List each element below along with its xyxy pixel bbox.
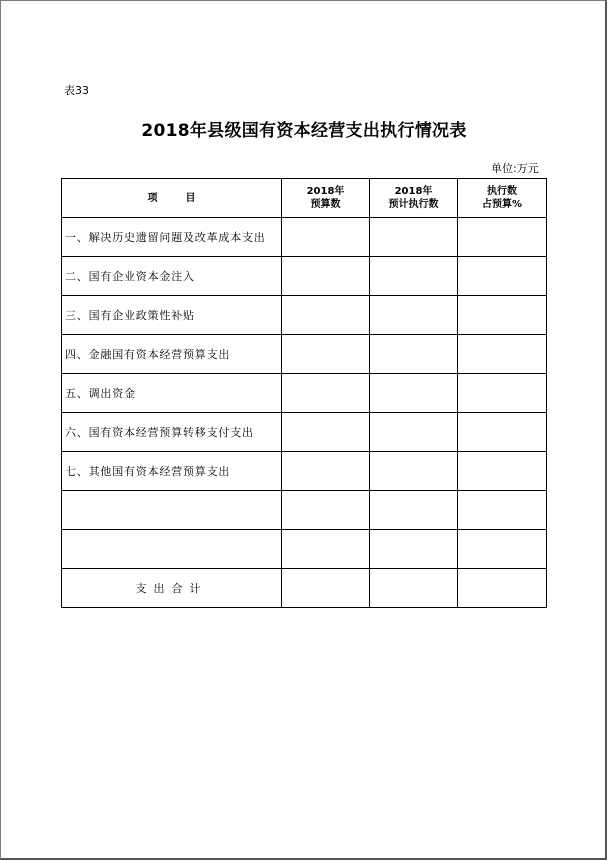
table-row xyxy=(62,491,547,530)
header-row xyxy=(62,179,547,218)
header-ratio-line1: 执行数 xyxy=(487,186,517,197)
table-row xyxy=(62,257,547,296)
row-ratio-cell xyxy=(458,491,547,530)
header-budget-line1: 2018年 xyxy=(306,186,345,197)
row-ratio-cell xyxy=(458,530,547,569)
row-item: 四、金融国有资本经营预算支出 xyxy=(62,335,282,374)
row-ratio-cell xyxy=(458,413,547,452)
row-budget-cell xyxy=(282,374,370,413)
row-ratio-cell xyxy=(458,218,547,257)
table-row xyxy=(62,413,547,452)
row-budget-cell xyxy=(282,452,370,491)
expenditure-table xyxy=(61,178,547,608)
header-estimate-line1: 2018年 xyxy=(394,186,433,197)
row-estimate-cell xyxy=(370,335,458,374)
header-budget xyxy=(282,179,370,218)
row-ratio-cell xyxy=(458,335,547,374)
row-budget-cell xyxy=(282,257,370,296)
row-item xyxy=(62,491,282,530)
row-estimate-cell xyxy=(370,491,458,530)
row-estimate-cell xyxy=(370,296,458,335)
row-item: 五、调出资金 xyxy=(62,374,282,413)
header-ratio-line2: 占预算% xyxy=(481,199,523,210)
total-estimate-cell xyxy=(370,569,458,608)
row-estimate-cell xyxy=(370,257,458,296)
row-budget-cell xyxy=(282,335,370,374)
total-ratio-cell xyxy=(458,569,547,608)
row-ratio-cell xyxy=(458,296,547,335)
row-item: 一、解决历史遗留问题及改革成本支出 xyxy=(62,218,282,257)
table-number: 表33 xyxy=(64,84,89,97)
total-row xyxy=(62,569,547,608)
row-item: 三、国有企业政策性补贴 xyxy=(62,296,282,335)
row-ratio-cell xyxy=(458,374,547,413)
row-budget-cell xyxy=(282,296,370,335)
unit-label: 单位:万元 xyxy=(491,162,539,175)
row-estimate-cell xyxy=(370,530,458,569)
row-ratio-cell xyxy=(458,452,547,491)
header-estimate xyxy=(370,179,458,218)
table-row xyxy=(62,530,547,569)
table-row xyxy=(62,452,547,491)
total-label: 支出合计 xyxy=(62,569,282,608)
header-item: 项目 xyxy=(62,179,282,218)
table-row xyxy=(62,374,547,413)
row-item: 六、国有资本经营预算转移支付支出 xyxy=(62,413,282,452)
row-budget-cell xyxy=(282,491,370,530)
header-estimate-line2: 预计执行数 xyxy=(388,199,439,210)
row-estimate-cell xyxy=(370,452,458,491)
header-budget-line2: 预算数 xyxy=(310,199,341,210)
row-estimate-cell xyxy=(370,413,458,452)
row-budget-cell xyxy=(282,413,370,452)
table-row xyxy=(62,335,547,374)
row-item xyxy=(62,530,282,569)
row-estimate-cell xyxy=(370,218,458,257)
total-budget-cell xyxy=(282,569,370,608)
row-ratio-cell xyxy=(458,257,547,296)
table-row xyxy=(62,218,547,257)
header-ratio xyxy=(458,179,547,218)
row-budget-cell xyxy=(282,218,370,257)
row-budget-cell xyxy=(282,530,370,569)
page-title: 2018年县级国有资本经营支出执行情况表 xyxy=(141,121,467,141)
row-estimate-cell xyxy=(370,374,458,413)
table-row xyxy=(62,296,547,335)
row-item: 七、其他国有资本经营预算支出 xyxy=(62,452,282,491)
row-item: 二、国有企业资本金注入 xyxy=(62,257,282,296)
